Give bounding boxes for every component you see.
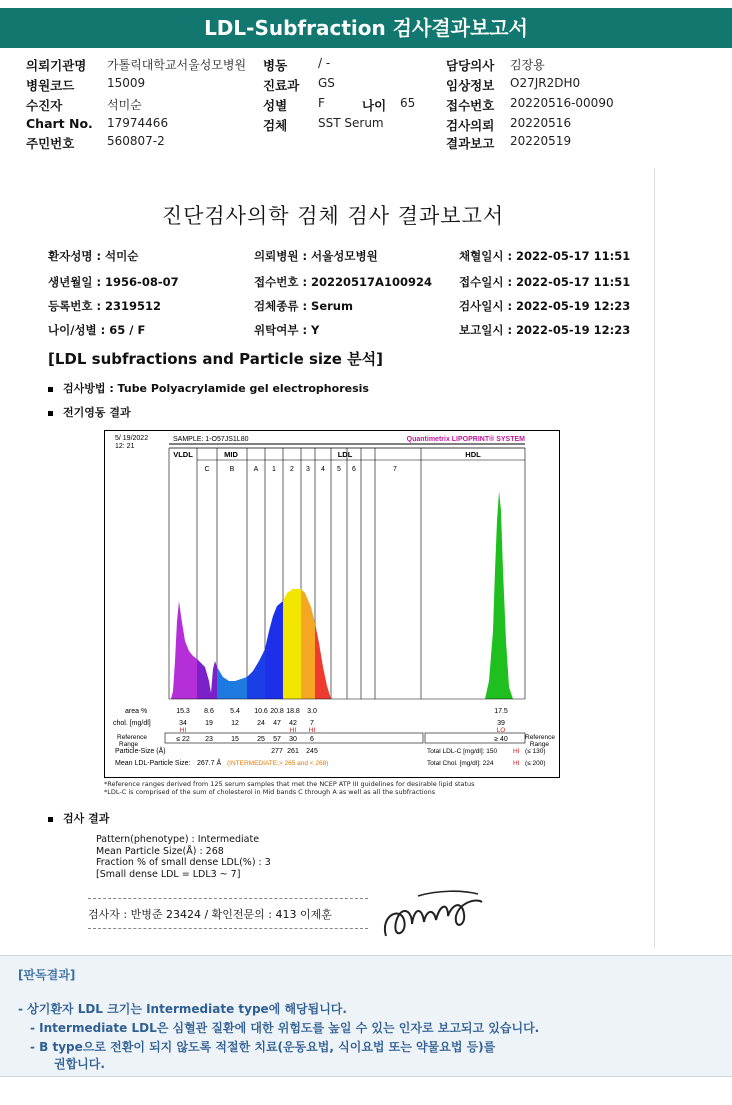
bullet-icon (48, 817, 53, 822)
reference-label-2: Range (119, 741, 139, 748)
header-label: 담당의사 (446, 58, 495, 73)
area-label: area % (125, 708, 148, 715)
header-label: 검체 (263, 118, 288, 133)
area-value: 20.8 (270, 708, 284, 715)
signature-line: 검사자 : 반병준 23424 / 확인전문의 : 413 이제훈 (88, 908, 332, 921)
band-label: B (229, 466, 235, 473)
area-value: 17.5 (494, 708, 508, 715)
header-value: 가톨릭대학교서울성모병원 (107, 58, 247, 72)
chol-value: 12 (231, 720, 239, 727)
vldl-peak (171, 601, 197, 699)
result-line: Fraction % of small dense LDL(%) : 3 (96, 857, 271, 868)
area-value: 5.4 (230, 708, 240, 715)
reference-value: ≤ 22 (176, 736, 190, 743)
mid-a-area (247, 649, 265, 699)
band-label: 4 (321, 466, 325, 473)
report-heading: 진단검사의학 검체 검사 결과보고서 (161, 204, 505, 228)
mean-ldl-note: (INTERMEDIATE;> 265 and < 268) (227, 760, 329, 767)
header-label: 병동 (263, 58, 288, 73)
total-ldl-ref: (≤ 130) (525, 748, 546, 755)
reference-value: 25 (257, 736, 265, 743)
particle-size-value: 277 (271, 748, 283, 755)
report-title: LDL-Subfraction 검사결과보고서 (0, 8, 732, 48)
chol-value: 39 (497, 720, 505, 727)
area-value: 10.6 (254, 708, 268, 715)
header-value: 20220516 (510, 116, 572, 130)
judgement-line: - B type으로 전환이 되지 않도록 적절한 치료(운동요법, 식이요법 또는 약물요법 등)를 (30, 1040, 496, 1054)
header-value: F (318, 96, 325, 110)
chol-value: 7 (310, 720, 314, 727)
divider (88, 928, 368, 929)
group-label: HDL (465, 450, 481, 459)
chart-date: 5/ 19/2022 (115, 435, 149, 442)
header-info (0, 52, 732, 152)
header-label: 주민번호 (26, 136, 75, 151)
group-label: LDL (337, 450, 353, 459)
header-label: Chart No. (26, 116, 93, 131)
header-label: 진료과 (263, 78, 300, 93)
total-chol-ref: (≤ 200) (525, 760, 546, 767)
reference-value: ≥ 40 (494, 736, 508, 743)
chol-flag: HI (179, 727, 187, 734)
signature-image (378, 886, 488, 946)
lipoprint-chart (104, 430, 560, 778)
header-label: 임상정보 (446, 78, 495, 93)
reference-value: 57 (273, 736, 281, 743)
result-line: [Small dense LDL = LDL3 ~ 7] (96, 868, 241, 880)
header-value: SST Serum (318, 116, 384, 130)
patient-field: 접수일시 : 2022-05-17 11:51 (459, 275, 631, 289)
header-value: 17974466 (107, 116, 169, 130)
mid-c-area (197, 659, 217, 699)
patient-field: 채혈일시 : 2022-05-17 11:51 (459, 249, 631, 263)
note-line: *LDL-C is comprised of the sum of cholesterol in Mid bands C through A as well as all the subfractions (104, 788, 436, 796)
note-line: *Reference ranges derived from 125 serum samples that met the NCEP ATP III guidelines for desirable lipid status (104, 780, 475, 788)
chol-value: 42 (289, 720, 297, 727)
patient-field: 의뢰병원 : 서울성모병원 (254, 249, 378, 263)
particle-size-value: 245 (306, 748, 318, 755)
total-chol-flag: HI (513, 760, 520, 767)
header-label: 의뢰기관명 (26, 58, 87, 73)
judgement-line: 권합니다. (54, 1057, 105, 1071)
hdl-peak (485, 491, 513, 699)
area-value: 18.8 (286, 708, 300, 715)
reference-value: 30 (289, 736, 297, 743)
chart-svg (105, 431, 559, 777)
band-label: 7 (393, 466, 397, 473)
reference-value: 15 (231, 736, 239, 743)
patient-field: 나이/성별 : 65 / F (48, 323, 146, 337)
judgement-panel (0, 955, 732, 1077)
particle-size-value: 261 (287, 748, 299, 755)
ldl1-area (265, 601, 283, 699)
chol-value: 24 (257, 720, 265, 727)
chol-value: 19 (205, 720, 213, 727)
divider (88, 898, 368, 899)
patient-field: 생년월일 : 1956-08-07 (48, 275, 179, 289)
total-chol: Total Chol. [mg/dl]: 224 (427, 760, 494, 767)
patient-field: 보고일시 : 2022-05-19 12:23 (459, 323, 631, 337)
report-body (12, 168, 655, 948)
ldl4-area (315, 623, 331, 699)
result-line: Pattern(phenotype) : Intermediate (96, 834, 260, 845)
mean-ldl-label: Mean LDL-Particle Size: (115, 760, 191, 767)
patient-field: 검사일시 : 2022-05-19 12:23 (459, 299, 631, 313)
header-value: GS (318, 76, 335, 90)
chol-value: 47 (273, 720, 281, 727)
ldl3-area (301, 589, 315, 699)
header-label: 접수번호 (446, 98, 495, 113)
total-ldl-flag: HI (513, 748, 520, 755)
reference-label-1: Reference (117, 734, 147, 741)
band-label: 1 (272, 466, 276, 473)
total-ldl: Total LDL-C [mg/dl]: 150 (427, 748, 498, 755)
bullet-icon (48, 387, 53, 392)
header-label: 병원코드 (26, 78, 75, 93)
header-value: 석미순 (107, 98, 142, 112)
electro-text: 전기영동 결과 (63, 406, 131, 419)
judgement-title: [판독결과] (18, 968, 76, 982)
judgement-line: - Intermediate LDL은 심혈관 질환에 대한 위험도를 높일 수 있는 인자로 보고되고 있습니다. (30, 1021, 540, 1035)
particle-size-label: Particle-Size (Å) (115, 748, 166, 755)
electro-item (48, 404, 131, 420)
method-text: 검사방법 : Tube Polyacrylamide gel electrophoresis (63, 382, 369, 395)
header-value: O27JR2DH0 (510, 76, 581, 90)
ref-right-2: Range (529, 741, 549, 748)
header-label: 결과보고 (446, 136, 495, 151)
mean-ldl-value: 267.7 Å (197, 760, 222, 767)
result-item (48, 810, 109, 826)
chol-value: 34 (179, 720, 187, 727)
band-label: 3 (306, 466, 310, 473)
patient-field: 접수번호 : 20220517A100924 (254, 275, 432, 289)
group-label: VLDL (173, 450, 193, 459)
area-value: 3.0 (307, 708, 317, 715)
header-label: 성별 (263, 98, 288, 113)
patient-field: 등록번호 : 2319512 (48, 299, 162, 313)
chol-flag: HI (308, 727, 316, 734)
header-value: 20220516-00090 (510, 96, 614, 110)
chol-flag: LO (496, 727, 506, 734)
band-label: 6 (352, 466, 356, 473)
result-block (96, 834, 271, 880)
patient-field: 위탁여부 : Y (254, 323, 320, 337)
section-title: [LDL subfractions and Particle size 분석] (48, 350, 384, 368)
ldl2-area (283, 589, 301, 699)
band-label: 5 (337, 466, 341, 473)
header-value: 560807-2 (107, 134, 165, 148)
chart-sample: SAMPLE: 1-O57JS1L80 (173, 436, 249, 443)
judgement-line: - 상기환자 LDL 크기는 Intermediate type에 해당됩니다. (18, 1002, 347, 1016)
chol-flag: HI (289, 727, 297, 734)
method-item (48, 380, 369, 396)
chart-time: 12: 21 (115, 443, 135, 450)
patient-field: 환자성명 : 석미순 (48, 249, 139, 263)
chart-brand: Quantimetrix LIPOPRINT® SYSTEM (406, 436, 525, 443)
header-value: 20220519 (510, 134, 572, 148)
header-value: 김장용 (510, 58, 545, 72)
patient-field: 검체종류 : Serum (254, 299, 353, 313)
reference-value: 6 (310, 736, 314, 743)
header-value: 15009 (107, 76, 146, 90)
band-label: 2 (290, 466, 294, 473)
header-value: 65 (400, 96, 416, 110)
band-label: A (253, 466, 259, 473)
group-label: MID (224, 450, 238, 459)
header-label: 나이 (362, 98, 387, 113)
reference-box-hdl (425, 733, 525, 743)
header-value: / - (318, 56, 331, 70)
band-label: C (204, 466, 210, 473)
chart-notes (104, 780, 475, 796)
ref-right-1: Reference (525, 734, 555, 741)
area-value: 15.3 (176, 708, 190, 715)
header-label: 검사의뢰 (446, 118, 495, 133)
result-line: Mean Particle Size(Å) : 268 (96, 845, 224, 857)
reference-value: 23 (205, 736, 213, 743)
header-label: 수진자 (26, 98, 63, 113)
result-heading: 검사 결과 (63, 812, 110, 825)
mid-b-area (217, 667, 247, 699)
bullet-icon (48, 411, 53, 416)
area-value: 8.6 (204, 708, 214, 715)
chol-label: chol. [mg/dl] (113, 720, 151, 727)
